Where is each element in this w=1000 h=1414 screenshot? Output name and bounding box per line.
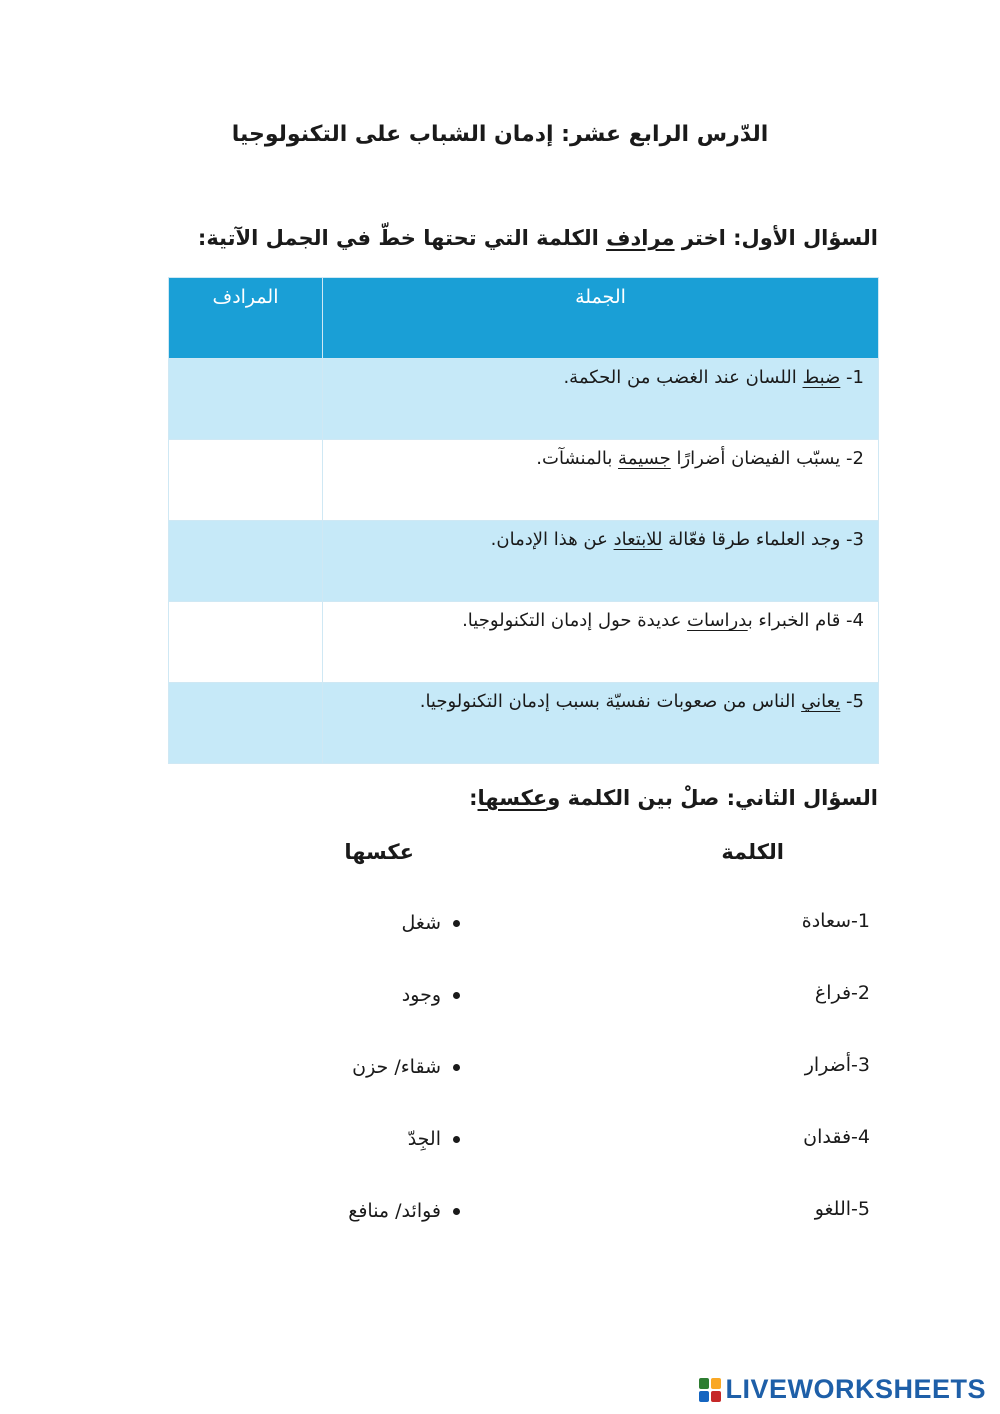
table-row xyxy=(169,359,879,440)
header-synonym: المرادف xyxy=(169,278,323,359)
underlined-word: ضبط xyxy=(802,367,841,388)
sentence-cell xyxy=(323,521,879,602)
synonym-answer-cell[interactable] xyxy=(169,602,323,683)
match-word[interactable]: 3-أضرار xyxy=(804,1054,870,1076)
match-opposite[interactable] xyxy=(348,1200,460,1222)
brand-name: LIVEWORKSHEETS xyxy=(725,1374,986,1404)
table-row xyxy=(169,683,879,764)
sentence-text: بالمنشآت. xyxy=(536,448,619,469)
liveworksheets-icon xyxy=(699,1378,721,1402)
match-opposite[interactable] xyxy=(402,984,460,1006)
sentence-text: عديدة حول إدمان التكنولوجيا. xyxy=(462,610,688,631)
sentence-cell xyxy=(323,683,879,764)
bullet-icon xyxy=(453,992,460,999)
match-word[interactable]: 2-فراغ xyxy=(814,982,870,1004)
bullet-icon xyxy=(453,1136,460,1143)
sentence-text: الناس من صعوبات نفسيّة بسبب إدمان التكنولوجيا. xyxy=(419,691,802,712)
match-opposite[interactable] xyxy=(408,1128,460,1150)
word-column-header: الكلمة xyxy=(721,840,784,864)
sentence-text: 5- xyxy=(840,691,864,712)
sentence-text: عن هذا الإدمان. xyxy=(490,529,614,550)
sentence-text: 1- xyxy=(840,367,864,388)
sentence-cell xyxy=(323,602,879,683)
sentence-text: 4- قام الخبراء ب xyxy=(747,610,864,631)
bullet-icon xyxy=(453,920,460,927)
opposite-label: فوائد/ منافع xyxy=(348,1200,441,1222)
synonym-answer-cell[interactable] xyxy=(169,359,323,440)
synonym-table xyxy=(168,277,879,764)
header-sentence: الجملة xyxy=(323,278,879,359)
table-row xyxy=(169,440,879,521)
opposite-column-header: عكسها xyxy=(344,840,414,864)
sentence-cell xyxy=(323,359,879,440)
table-header-row xyxy=(169,278,879,359)
underlined-word: للابتعاد xyxy=(613,529,663,550)
question-1-text-b: الكلمة التي تحتها خطّ في الجمل الآتية: xyxy=(197,226,607,250)
synonym-answer-cell[interactable] xyxy=(169,521,323,602)
question-2-prompt xyxy=(469,786,878,810)
synonym-answer-cell[interactable] xyxy=(169,683,323,764)
sentence-cell xyxy=(323,440,879,521)
sentence-text: 2- يسبّب الفيضان أضرارًا xyxy=(670,448,864,469)
opposite-label: شقاء/ حزن xyxy=(352,1056,441,1078)
match-word[interactable]: 5-اللغو xyxy=(814,1198,870,1220)
question-1-prompt xyxy=(198,226,878,250)
question-1-text-a: السؤال الأول: اختر xyxy=(674,226,878,250)
table-row xyxy=(169,602,879,683)
match-opposite[interactable] xyxy=(402,912,460,934)
opposite-label: وجود xyxy=(401,984,441,1006)
question-2-underlined-word: عكسها xyxy=(477,786,548,810)
underlined-word: جسيمة xyxy=(618,448,671,469)
question-1-underlined-word: مرادف xyxy=(606,226,675,250)
match-opposite[interactable] xyxy=(352,1056,460,1078)
sentence-text: اللسان عند الغضب من الحكمة. xyxy=(563,367,803,388)
synonym-answer-cell[interactable] xyxy=(169,440,323,521)
opposite-label: شغل xyxy=(401,912,441,934)
bullet-icon xyxy=(453,1208,460,1215)
match-word[interactable]: 4-فقدان xyxy=(803,1126,870,1148)
match-word[interactable]: 1-سعادة xyxy=(801,910,870,932)
bullet-icon xyxy=(453,1064,460,1071)
liveworksheets-logo xyxy=(699,1374,986,1405)
table-row xyxy=(169,521,879,602)
underlined-word: دراسات xyxy=(687,610,748,631)
underlined-word: يعاني xyxy=(801,691,841,712)
question-2-text-b: : xyxy=(469,786,478,810)
sentence-text: 3- وجد العلماء طرقا فعّالة xyxy=(662,529,864,550)
page-title: الدّرس الرابع عشر: إدمان الشباب على التكنولوجيا xyxy=(231,122,769,147)
opposite-label: الجِدّ xyxy=(407,1128,441,1150)
question-2-text-a: السؤال الثاني: صلْ بين الكلمة و xyxy=(547,786,878,810)
